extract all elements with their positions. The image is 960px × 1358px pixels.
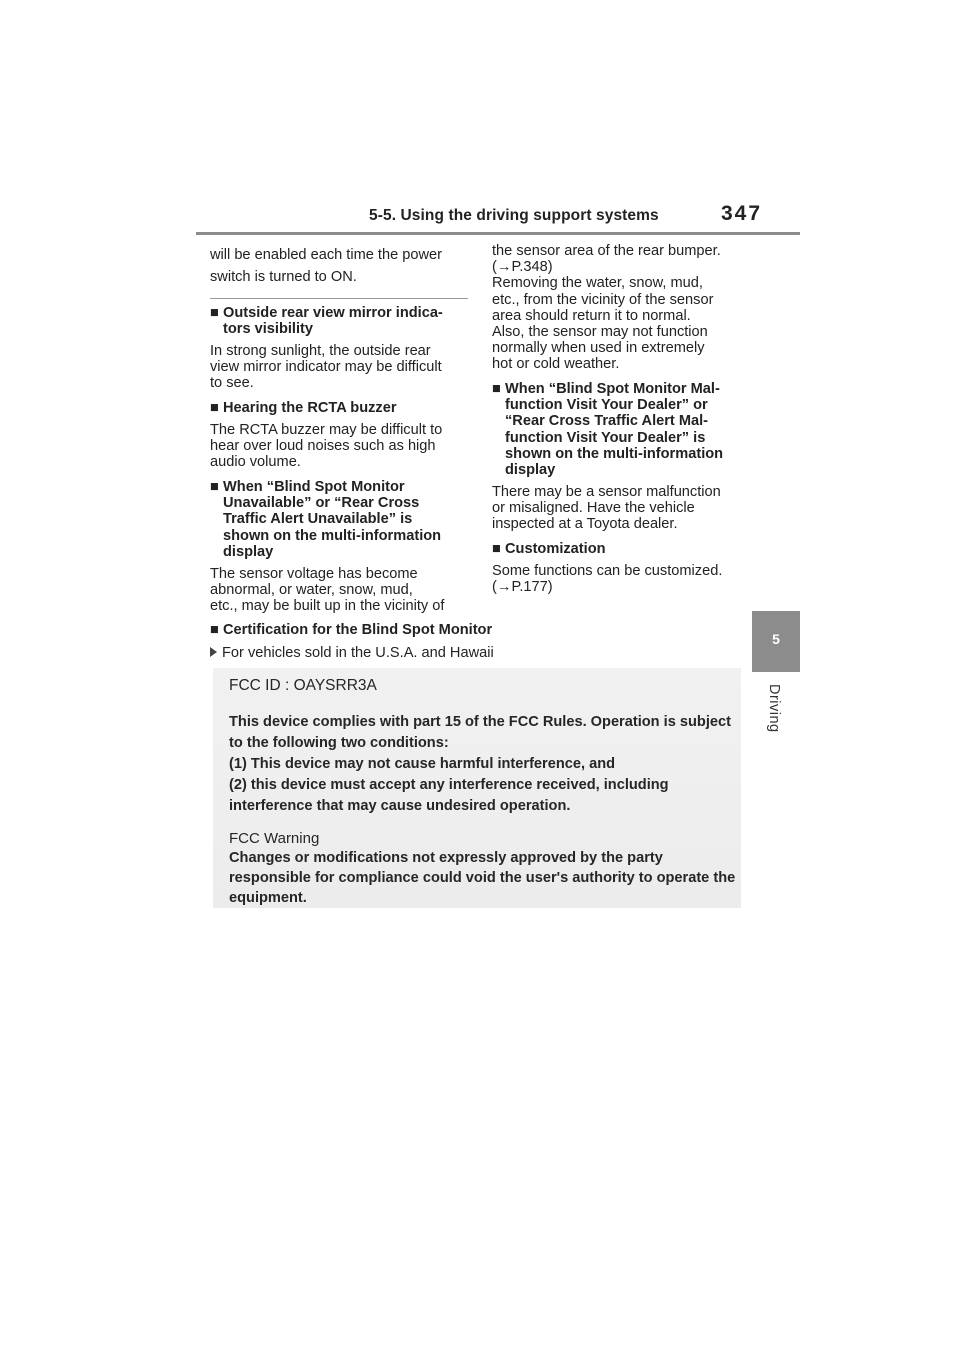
paragraph-sensor-area: the sensor area of the rear bumper. (→P.348) Removing the water, snow, mud, etc., from the vicinity of the sensor area should return it to normal. Also, the sensor may not function normally when used in extremely hot or cold weather. xyxy=(492,243,721,373)
header-rule xyxy=(196,232,800,235)
divider xyxy=(210,298,468,299)
paragraph-malfunction: There may be a sensor malfunction or misaligned. Have the vehicle inspected at a Toyota dealer. xyxy=(492,484,721,533)
fcc-text-line: (2) this device must accept any interference received, including xyxy=(229,777,669,793)
triangle-bullet-icon xyxy=(210,647,217,657)
arrow-right-icon: → xyxy=(496,579,512,596)
square-bullet-icon: ■ xyxy=(210,622,219,638)
fcc-text-line: to the following two conditions: xyxy=(229,735,449,751)
fcc-text-line: (1) This device may not cause harmful interference, and xyxy=(229,756,616,772)
fcc-text-line: This device complies with part 15 of the FCC Rules. Operation is subject xyxy=(229,714,731,730)
paragraph-rcta-buzzer: The RCTA buzzer may be difficult to hear over loud noises such as high audio volume. xyxy=(210,422,443,471)
intro-text: will be enabled each time the power switch is turned to ON. xyxy=(210,247,443,285)
square-bullet-icon: ■ xyxy=(492,541,501,557)
subheading-us-hawaii: For vehicles sold in the U.S.A. and Hawaii xyxy=(210,645,750,661)
page-number: 347 xyxy=(721,202,763,225)
square-bullet-icon: ■ xyxy=(210,479,219,495)
fcc-warning-line: Changes or modifications not expressly approved by the party xyxy=(229,850,663,866)
fcc-id: FCC ID : OAYSRR3A xyxy=(229,677,377,694)
square-bullet-icon: ■ xyxy=(492,381,501,397)
fcc-label-image xyxy=(213,668,741,908)
section-title: 5-5. Using the driving support systems xyxy=(369,207,659,224)
chapter-label: Driving xyxy=(766,684,782,733)
arrow-right-icon: → xyxy=(496,259,512,276)
heading-malfunction: ■ When “Blind Spot Monitor Mal- function Visit Your Dealer” or “Rear Cross Traffic Alert Mal- function Visit Your Dealer” is shown on the multi-information display xyxy=(492,381,724,479)
heading-certification: ■ Certification for the Blind Spot Monitor xyxy=(210,622,493,638)
heading-rcta-buzzer: ■ Hearing the RCTA buzzer xyxy=(210,400,397,416)
heading-unavailable: ■ When “Blind Spot Monitor Unavailable” or “Rear Cross Traffic Alert Unavailable” is shown on the multi-information display xyxy=(210,479,442,560)
paragraph-customization: Some functions can be customized. (→P.177) xyxy=(492,563,723,596)
fcc-warning-title: FCC Warning xyxy=(229,830,320,847)
chapter-number: 5 xyxy=(772,631,780,647)
fcc-warning-line: responsible for compliance could void the user's authority to operate the xyxy=(229,870,736,886)
square-bullet-icon: ■ xyxy=(210,305,219,321)
fcc-warning-line: equipment. xyxy=(229,890,307,906)
paragraph-unavailable: The sensor voltage has become abnormal, or water, snow, mud, etc., may be built up in the vicinity of xyxy=(210,566,445,615)
heading-mirror-indicator: ■ Outside rear view mirror indica- tors visibility xyxy=(210,305,443,338)
heading-customization: ■ Customization xyxy=(492,541,606,557)
paragraph-mirror-indicator: In strong sunlight, the outside rear view mirror indicator may be difficult to see. xyxy=(210,343,442,392)
square-bullet-icon: ■ xyxy=(210,400,219,416)
fcc-text-line: interference that may cause undesired operation. xyxy=(229,798,571,814)
